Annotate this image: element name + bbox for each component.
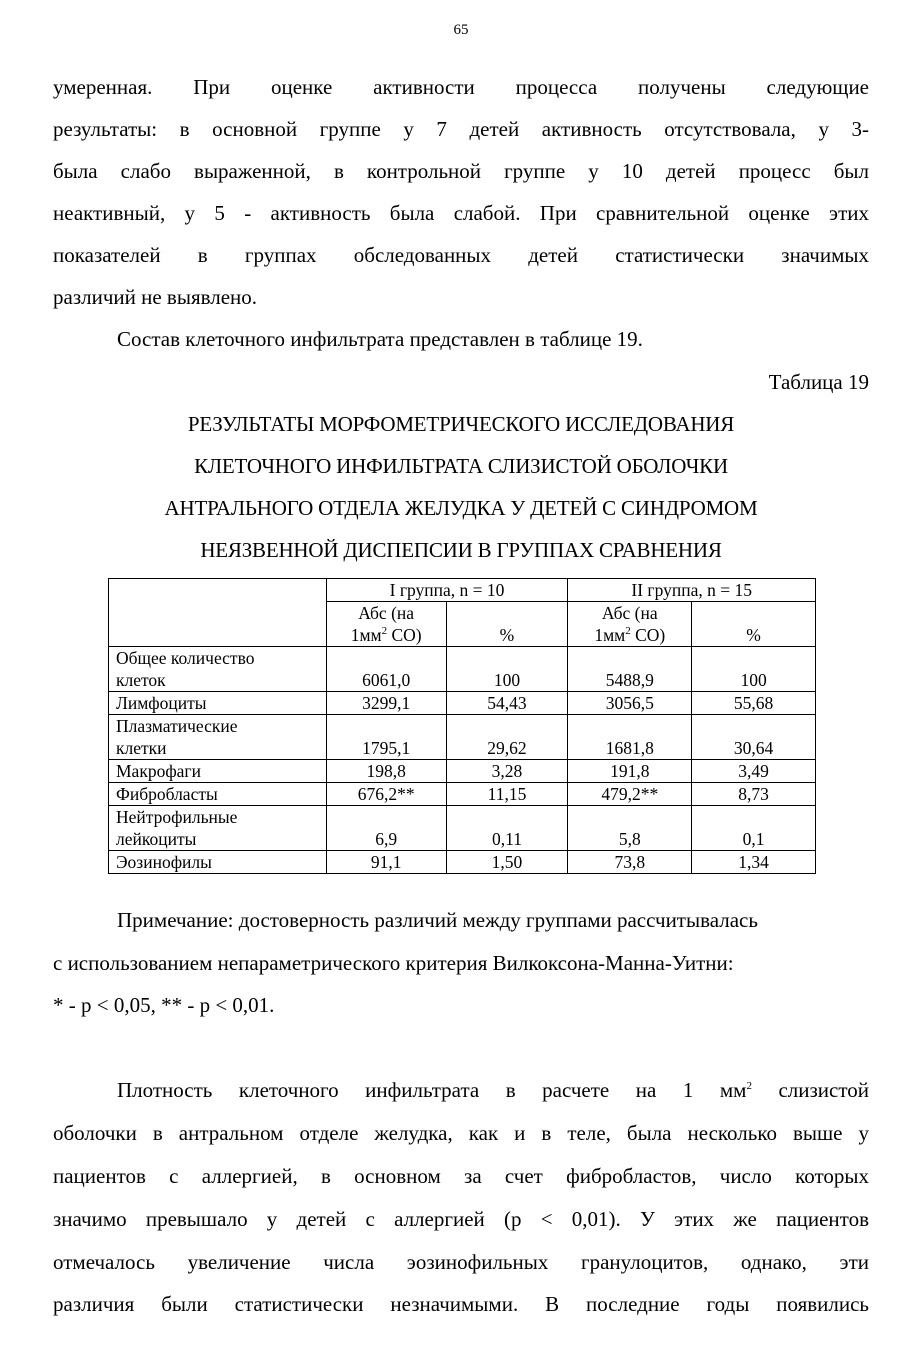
table-header-row-groups [109,579,816,602]
abs-header-line-1: Абс (на [601,603,658,623]
group-2-pct-cell: 30,64 [692,715,816,760]
paragraph-3-line-4: значимо превышало у детей с аллергией (р < 0,01). У этих же пациентов [53,1207,869,1231]
group-1-pct-cell: 100 [446,647,568,692]
paragraph-1-line-1: умеренная. При оценке активности процесса получены следующие [53,75,869,99]
row-label-line-1: Фибробласты [116,784,218,804]
group-2-pct-cell: 8,73 [692,783,816,806]
paragraph-3-line-1-end: слизистой [751,1078,869,1102]
group-1-pct-cell: 29,62 [446,715,568,760]
group-2-header: II группа, n = 15 [568,579,816,602]
abs-unit: 1мм [350,625,382,645]
group-1-abs-cell: 1795,1 [326,715,446,760]
row-label [109,647,327,692]
row-label [109,692,327,715]
group-1-abs-header [326,602,446,647]
row-label-line-1: Лимфоциты [116,693,207,713]
group-2-abs-cell: 1681,8 [568,715,692,760]
group-1-pct-cell: 11,15 [446,783,568,806]
group-1-abs-cell: 198,8 [326,760,446,783]
paragraph-3-sup: 2 [746,1080,752,1092]
group-2-pct-header: % [692,602,816,647]
row-label-line-1: Эозинофилы [116,852,212,872]
row-label [109,783,327,806]
row-label-line-2: лейкоциты [116,829,197,849]
group-2-abs-cell: 73,8 [568,851,692,874]
group-1-pct-header: % [446,602,568,647]
row-label [109,851,327,874]
abs-header-line-2 [331,624,442,646]
group-2-pct-cell: 3,49 [692,760,816,783]
group-2-abs-cell: 3056,5 [568,692,692,715]
row-label [109,715,327,760]
paragraph-3-line-1-text: Плотность клеточного инфильтрата в расчете на 1 мм [117,1078,747,1102]
group-2-abs-cell: 5,8 [568,806,692,851]
row-label [109,760,327,783]
table-header-empty-cell [109,579,327,647]
abs-unit-suffix: СО) [387,625,422,645]
table-row [109,783,816,806]
group-1-abs-cell: 3299,1 [326,692,446,715]
row-label-line-2: клеток [116,670,166,690]
row-label-line-1: Макрофаги [116,761,201,781]
abs-unit-suffix: СО) [630,625,666,645]
group-1-abs-cell: 6,9 [326,806,446,851]
row-label-line-1: Плазматические [116,716,238,736]
abs-unit: 1мм [594,625,626,645]
table-row [109,647,816,692]
group-2-pct-cell: 1,34 [692,851,816,874]
paragraph-3-line-2: оболочки в антральном отделе желудка, как и в теле, была несколько выше у [53,1121,869,1145]
page-number: 65 [453,22,469,38]
table-label: Таблица 19 [768,370,869,394]
table-title-line-3: АНТРАЛЬНОГО ОТДЕЛА ЖЕЛУДКА У ДЕТЕЙ С СИНДРОМОМ [164,496,758,520]
paragraph-1-line-3: была слабо выраженной, в контрольной группе у 10 детей процесс был [53,159,869,183]
paragraph-3-line-5: отмечалось увеличение числа эозинофильных гранулоцитов, однако, эти [53,1250,869,1274]
group-1-pct-cell: 1,50 [446,851,568,874]
note-line-2: с использованием непараметрического критерия Вилкоксона-Манна-Уитни: [53,951,734,975]
abs-unit-sup: 2 [381,625,388,638]
group-1-header: I группа, n = 10 [326,579,568,602]
table-title-line-2: КЛЕТОЧНОГО ИНФИЛЬТРАТА СЛИЗИСТОЙ ОБОЛОЧКИ [194,454,728,478]
abs-unit-sup: 2 [625,625,631,638]
group-2-abs-cell: 5488,9 [568,647,692,692]
table-row [109,851,816,874]
paragraph-1-line-4: неактивный, у 5 - активность была слабой. При сравнительной оценке этих [53,201,869,225]
paragraph-3-line-1 [117,1077,869,1103]
table-title-line-1: РЕЗУЛЬТАТЫ МОРФОМЕТРИЧЕСКОГО ИССЛЕДОВАНИЯ [187,412,735,436]
row-label [109,806,327,851]
group-2-abs-header [568,602,692,647]
group-2-pct-cell: 55,68 [692,692,816,715]
group-2-pct-cell: 100 [692,647,816,692]
table-row [109,715,816,760]
group-1-pct-cell: 0,11 [446,806,568,851]
group-1-abs-cell: 6061,0 [326,647,446,692]
table-title-line-4: НЕЯЗВЕННОЙ ДИСПЕПСИИ В ГРУППАХ СРАВНЕНИЯ [200,538,722,562]
row-label-line-2: клетки [116,738,167,758]
row-label-line-1: Нейтрофильные [116,807,238,827]
paragraph-3-line-3: пациентов с аллергией, в основном за счет фибробластов, число которых [53,1164,869,1188]
results-table [108,578,816,874]
group-2-abs-cell: 191,8 [568,760,692,783]
abs-header-line-2 [572,624,687,646]
group-1-pct-cell: 54,43 [446,692,568,715]
note-line-3: * - p < 0,05, ** - p < 0,01. [53,993,275,1017]
note-line-1: Примечание: достоверность различий между группами рассчитывалась [117,908,758,932]
table-row [109,760,816,783]
paragraph-1-line-5: показателей в группах обследованных детей статистически значимых [53,243,869,267]
paragraph-3-line-6: различия были статистически незначимыми. В последние годы появились [53,1292,869,1316]
table-row [109,692,816,715]
group-2-abs-cell: 479,2** [568,783,692,806]
group-1-abs-cell: 676,2** [326,783,446,806]
group-1-abs-cell: 91,1 [326,851,446,874]
paragraph-1-line-2: результаты: в основной группе у 7 детей активность отсутствовала, у 3- [53,117,869,141]
paragraph-2: Состав клеточного инфильтрата представлен в таблице 19. [117,327,643,351]
table-row [109,806,816,851]
paragraph-1-line-6: различий не выявлено. [53,285,258,309]
group-2-pct-cell: 0,1 [692,806,816,851]
row-label-line-1: Общее количество [116,648,255,668]
abs-header-line-1: Абс (на [358,603,415,623]
table-body [109,647,816,874]
group-1-pct-cell: 3,28 [446,760,568,783]
